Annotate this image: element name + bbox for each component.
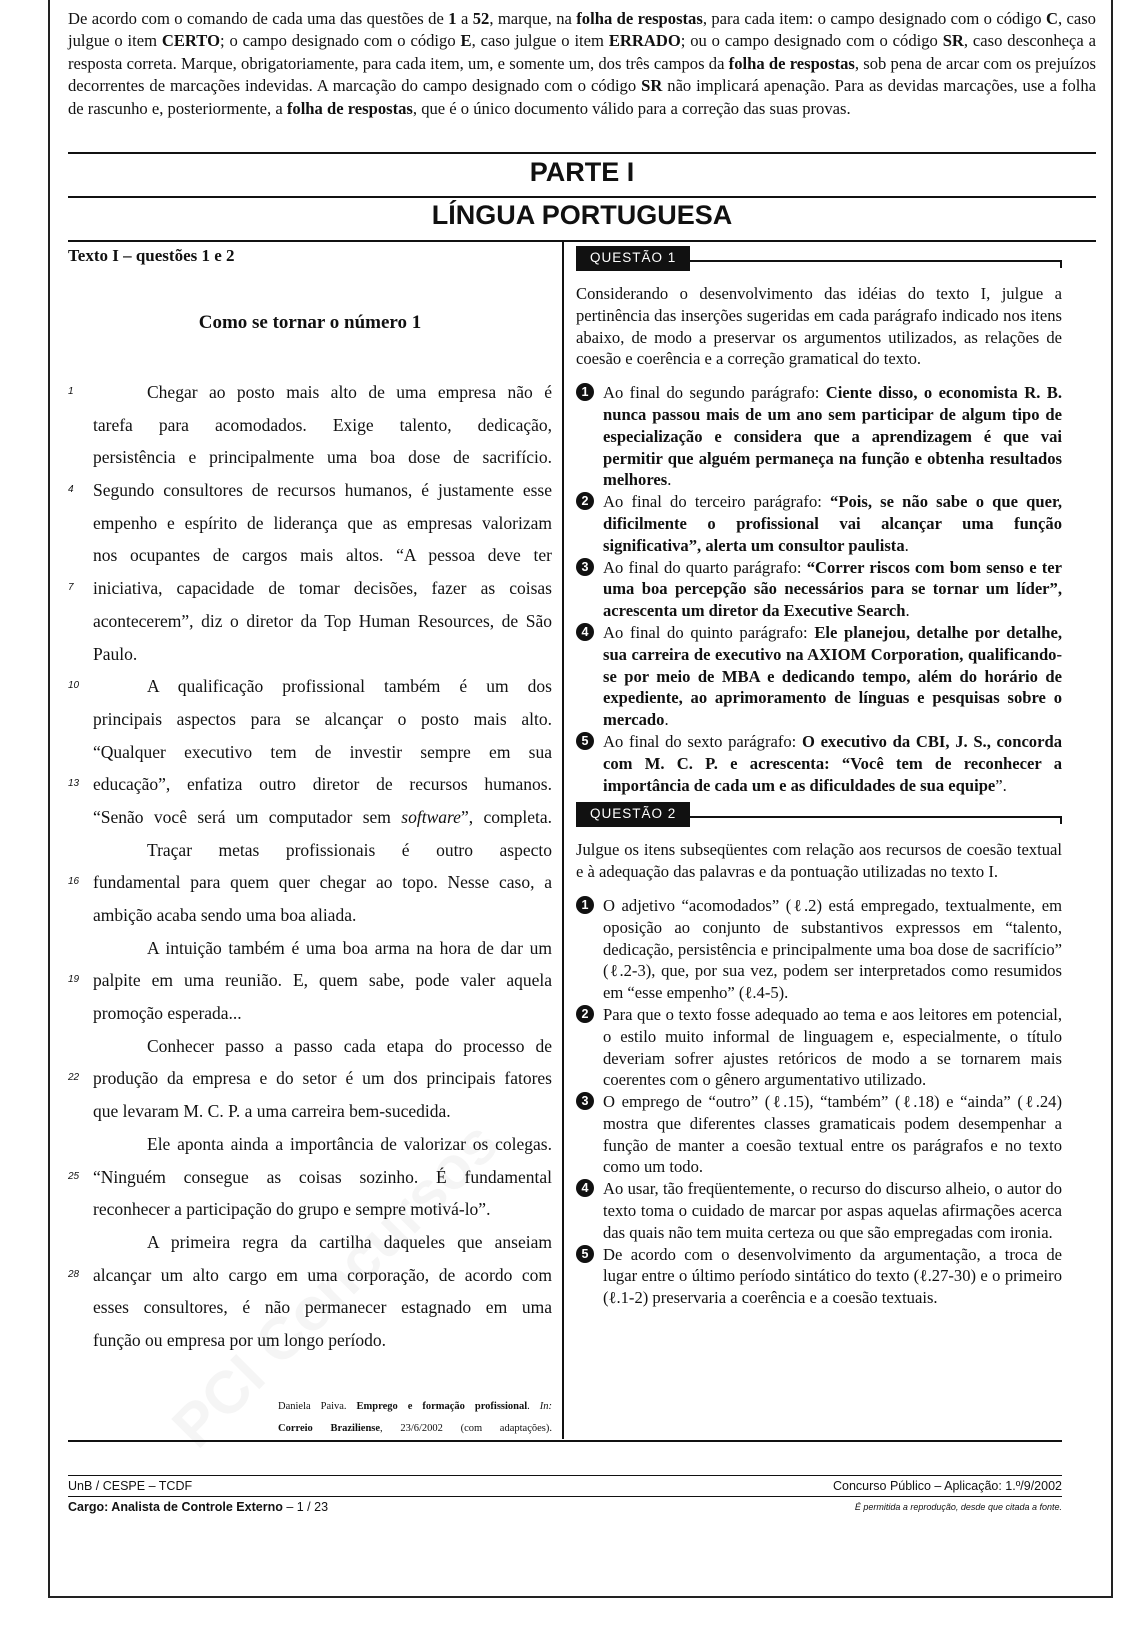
line-text: principais aspectos para se alcançar o posto mais alto. <box>93 708 552 729</box>
passage-line <box>68 1259 552 1292</box>
source-line: Daniela Paiva. Emprego e formação profissional. In: <box>278 1401 553 1412</box>
item-number-icon: 1 <box>576 896 594 914</box>
line-number: 16 <box>68 876 80 888</box>
line-text: alcançar um alto cargo em uma corporação, de acordo com <box>93 1264 552 1285</box>
passage-line <box>68 1062 552 1095</box>
item-number-icon: 5 <box>576 732 594 750</box>
passage-line <box>68 507 552 540</box>
line-text: promoção esperada... <box>93 1003 242 1024</box>
line-text: Traçar metas profissionais é outro aspecto <box>147 839 552 860</box>
header-rule <box>676 816 1062 818</box>
question-2-intro: Julgue os itens subseqüentes com relação aos recursos de coesão textual e à adequação das palavras e da pontuação utilizadas no texto I. <box>576 840 1062 882</box>
passage-line <box>68 572 552 605</box>
passage-line <box>68 768 552 801</box>
text-title: Como se tornar o número 1 <box>198 312 422 333</box>
passage-line <box>68 1030 552 1063</box>
line-number: 4 <box>68 484 74 496</box>
question-2-items <box>576 895 1062 1309</box>
passage-line <box>68 376 552 409</box>
line-text: empenho e espírito de liderança que as empresas valorizam <box>93 512 552 533</box>
column-divider <box>562 242 564 1439</box>
line-text: Chegar ao posto mais alto de uma empresa não é <box>147 382 552 402</box>
question-item: 2 Para que o texto fosse adequado ao tema e aos leitores em potencial, o estilo muito informal de linguagem e, especialmente, o título deveriam sofrer ajustes retóricos de modo a se tornarem mais coerentes com o gênero argumentativo utilizado. <box>576 1004 1062 1091</box>
item-number-icon: 5 <box>576 1245 594 1263</box>
line-text: acontecerem”, diz o diretor da Top Human Resources, de São <box>93 610 552 631</box>
footer-org: UnB / CESPE – TCDF <box>68 1479 193 1493</box>
line-text: “Senão você será um computador sem software”, completa. <box>93 806 552 827</box>
line-number: 25 <box>68 1170 80 1182</box>
footer-reproduction-note: É permitida a reprodução, desde que citada a fonte. <box>854 1502 1062 1512</box>
question-1-header <box>576 246 1062 272</box>
question-item: 5 De acordo com o desenvolvimento da argumentação, a troca de lugar entre o último período sintático do texto (ℓ.27-30) e o primeiro (ℓ.1-2) preservaria a coerência e a coesão textuais. <box>576 1244 1062 1309</box>
passage-line <box>68 539 552 572</box>
passage-line <box>68 834 552 867</box>
divider <box>68 152 1096 154</box>
question-item: 2 Ao final do terceiro parágrafo: “Pois, se não sabe o que quer, dificilmente o profissional vai alcançar uma função significativa”, alerta um consultor paulista. <box>576 491 1062 556</box>
line-text: “Ninguém consegue as coisas sozinho. É fundamental <box>93 1166 552 1187</box>
passage-line <box>68 1128 552 1161</box>
passage-line <box>68 474 552 507</box>
passage-line <box>68 1193 552 1226</box>
line-text: A qualificação profissional também é um dos <box>147 676 552 697</box>
passage-line <box>68 899 552 932</box>
text-column <box>68 246 553 1434</box>
item-number-icon: 3 <box>576 1092 594 1110</box>
item-number-icon: 1 <box>576 383 594 401</box>
item-number-icon: 2 <box>576 492 594 510</box>
passage-line <box>68 1161 552 1194</box>
passage-line <box>68 736 552 769</box>
line-text: palpite em uma reunião. E, quem sabe, pode valer aquela <box>93 970 552 991</box>
question-item: 5 Ao final do sexto parágrafo: O executivo da CBI, J. S., concorda com M. C. P. e acrescenta: “Você tem de reconhecer a importância de cada um e as dificuldades de sua equipe”. <box>576 731 1062 796</box>
item-number-icon: 4 <box>576 623 594 641</box>
line-text: educação”, enfatiza outro diretor de recursos humanos. <box>93 774 552 795</box>
footer-exam: Concurso Público – Aplicação: 1.º/9/2002 <box>832 1479 1062 1493</box>
line-text: produção da empresa e do setor é um dos principais fatores <box>93 1068 552 1089</box>
question-1-label: QUESTÃO 1 <box>576 246 690 271</box>
line-number: 28 <box>68 1268 80 1280</box>
part-title: PARTE I <box>529 157 635 187</box>
line-number: 7 <box>68 582 74 594</box>
footer-position: Cargo: Analista de Controle Externo – 1 / 23 <box>68 1500 329 1514</box>
question-item: 3 O emprego de “outro” (ℓ.15), “também” (ℓ.18) e “ainda” (ℓ.24) mostra que diferentes classes gramaticais podem desempenhar a função de manter a coesão textual entre os parágrafos e no texto como um todo. <box>576 1091 1062 1178</box>
source-citation <box>278 1396 552 1440</box>
line-number: 10 <box>68 680 80 692</box>
line-number: 1 <box>68 386 74 397</box>
passage-line <box>68 1291 552 1324</box>
line-text: persistência e principalmente uma boa dose de sacrifício. <box>93 447 552 468</box>
line-text: iniciativa, capacidade de tomar decisões, fazer as coisas <box>93 578 552 599</box>
question-1-intro: Considerando o desenvolvimento das idéias do texto I, julgue a pertinência das inserções sugeridas em cada parágrafo indicado nos itens abaixo, de modo a preservar os argumentos utilizados, as relações de coesão e coerência e a correção gramatical do texto. <box>576 284 1062 369</box>
line-text: “Qualquer executivo tem de investir sempre em sua <box>93 741 552 762</box>
question-item: 4 Ao usar, tão freqüentemente, o recurso do discurso alheio, o autor do texto toma o cuidado de marcar por aspas aquelas afirmações acerca das quais não tem muita certeza ou que são empregadas com ironia. <box>576 1178 1062 1243</box>
line-text: Segundo consultores de recursos humanos, é justamente esse <box>93 480 552 501</box>
subject-title: LÍNGUA PORTUGUESA <box>431 200 733 230</box>
passage-line <box>68 441 552 474</box>
footer <box>68 1475 1062 1517</box>
passage-line <box>68 932 552 965</box>
line-text: A intuição também é uma boa arma na hora de dar um <box>147 937 552 958</box>
item-number-icon: 4 <box>576 1179 594 1197</box>
divider <box>68 1440 1062 1442</box>
passage <box>68 376 552 1357</box>
passage-line <box>68 964 552 997</box>
passage-line <box>68 1324 552 1357</box>
line-number: 13 <box>68 778 80 790</box>
line-text: tarefa para acomodados. Exige talento, dedicação, <box>93 414 552 435</box>
passage-line <box>68 670 552 703</box>
question-item: 1 O adjetivo “acomodados” (ℓ.2) está empregado, textualmente, em oposição ao conjunto de substantivos expressos em “talento, dedicação, persistência e principalmente uma boa dose de sacrifício” (ℓ.2-3), que, por sua vez, podem ser interpretados como resumidos em “esse empenho” (ℓ.4-5). <box>576 895 1062 1004</box>
question-2-label: QUESTÃO 2 <box>576 802 690 827</box>
line-number: 22 <box>68 1072 80 1084</box>
passage-line <box>68 997 552 1030</box>
question-2-header <box>576 802 1062 828</box>
passage-line <box>68 409 552 442</box>
line-number: 19 <box>68 974 80 986</box>
item-number-icon: 3 <box>576 558 594 576</box>
passage-line <box>68 605 552 638</box>
passage-line <box>68 703 552 736</box>
question-1-items <box>576 382 1062 796</box>
line-text: esses consultores, é não permanecer estagnado em uma <box>93 1297 552 1318</box>
line-text: fundamental para quem quer chegar ao topo. Nesse caso, a <box>93 872 552 893</box>
line-text: nos ocupantes de cargos mais altos. “A pessoa deve ter <box>93 545 552 566</box>
question-item: 1 Ao final do segundo parágrafo: Ciente disso, o economista R. B. nunca passou mais de um ano sem participar de algum tipo de especialização e considera que a aprendizagem é que vai permitir que alguém permaneça na função e obtenha resultados melhores. <box>576 382 1062 491</box>
passage-line <box>68 1095 552 1128</box>
divider <box>68 196 1096 198</box>
question-item: 3 Ao final do quarto parágrafo: “Correr riscos com bom senso e ter uma boa percepção são necessários para se tornar um líder”, acrescenta um diretor da Executive Search. <box>576 557 1062 622</box>
line-text: A primeira regra da cartilha daqueles que anseiam <box>147 1231 552 1252</box>
questions-column <box>576 246 1062 1309</box>
instructions: De acordo com o comando de cada uma das questões de 1 a 52, marque, na folha de respostas, para cada item: o campo designado com o código C, caso julgue o item CERTO; o campo designado com o código E, caso julgue o item ERRADO; ou o campo designado com o código SR, caso desconheça a resposta correta. Marque, obrigatoriamente, para cada item, um, e somente um, dos três campos da folha de respostas, sob pena de arcar com os prejuízos decorrentes de marcações indevidas. A marcação do campo designado com o código SR não implicará apenação. Para as devidas marcações, use a folha de rascunho e, posteriormente, a folha de respostas, que é o único documento válido para a correção das suas provas. <box>68 9 1097 118</box>
line-text: Paulo. <box>93 643 138 664</box>
line-text: ambição acaba sendo uma boa aliada. <box>93 905 357 925</box>
question-item: 4 Ao final do quinto parágrafo: Ele planejou, detalhe por detalhe, sua carreira de executivo na AXIOM Corporation, qualificando-se por meio de MBA e dedicando tempo, além do horário de expediente, ao aprimoramento de línguas e pesquisas sobre o mercado. <box>576 622 1062 731</box>
passage-line <box>68 638 552 671</box>
passage-line <box>68 1226 552 1259</box>
header-rule <box>676 260 1062 262</box>
text-header: Texto I – questões 1 e 2 <box>68 246 235 265</box>
divider <box>68 240 1096 242</box>
line-text: Conhecer passo a passo cada etapa do processo de <box>147 1035 552 1056</box>
line-text: reconhecer a participação do grupo e sempre motivá-lo”. <box>93 1199 491 1220</box>
passage-line <box>68 801 552 834</box>
line-text: função ou empresa por um longo período. <box>93 1329 387 1350</box>
source-line: Correio Braziliense, 23/6/2002 (com adaptações). <box>278 1423 552 1434</box>
item-number-icon: 2 <box>576 1005 594 1023</box>
line-text: que levaram M. C. P. a uma carreira bem-sucedida. <box>93 1101 451 1122</box>
passage-line <box>68 866 552 899</box>
line-text: Ele aponta ainda a importância de valorizar os colegas. <box>147 1133 552 1154</box>
